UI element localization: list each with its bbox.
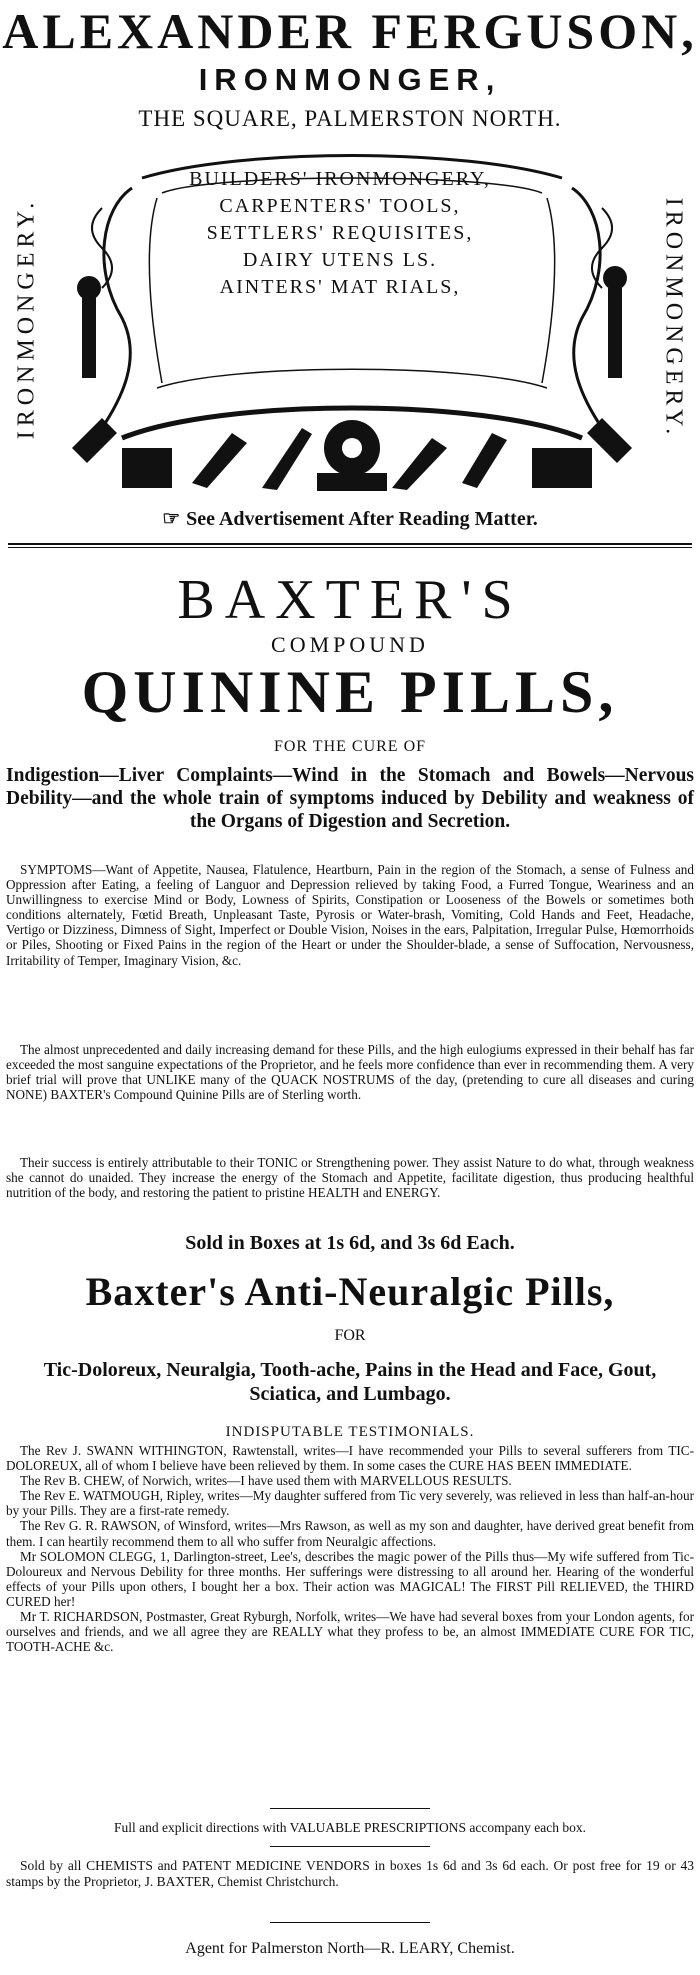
anti-neuralgic-title: Baxter's Anti-Neuralgic Pills, <box>85 1269 615 1314</box>
ferguson-line-4: DAIRY UTENS LS. <box>242 249 438 271</box>
conditions-list: Tic-Doloreux, Neuralgia, Tooth-ache, Pains in the Head and Face, Gout, Sciatica, and Lumbago. <box>43 1359 657 1405</box>
testimonials-heading: INDISPUTABLE TESTIMONIALS. <box>225 1424 475 1440</box>
side-label-right: IRONMONGERY. <box>660 197 687 439</box>
agent-line: Agent for Palmerston North—R. LEARY, Chemist. <box>185 1940 515 1957</box>
anti-neuralgic-for: FOR <box>334 1327 366 1344</box>
quinine-pills-title: QUININE PILLS, <box>81 659 619 725</box>
pointing-hand-icon: ☞ <box>162 508 181 530</box>
short-rule <box>270 1808 430 1809</box>
ferguson-line-3: SETTLERS' REQUISITES, <box>206 222 474 244</box>
success-paragraph: Their success is entirely attributable to their TONIC or Strengthening power. They assist Nature to do what, through weakness she cannot do unaided. They increase the energy of the Stomach and Appetite, facilitate digestion, thus producing healthful nutrition of the body, and restoring the patient to pristine HEALTH and ENERGY. <box>6 1155 694 1201</box>
symptoms-paragraph: SYMPTOMS—Want of Appetite, Nausea, Flatulence, Heartburn, Pain in the region of the Stomach, a sense of Fulness and Oppression after Eating, a feeling of Languor and Depression relieved by taking Food, a Furred Tongue, Weariness and an Unwillingness to exercise Mind or Body, Lowness of Spirits, Constipation or Looseness of the Bowels or sometimes both conditions alternately, Fœtid Breath, Unpleasant Taste, Pyrosis or Water-brash, Vomiting, Cold Hands and Feet, Headache, Vertigo or Dizziness, Dimness of Sight, Imperfect or Double Vision, Noises in the ears, Palpitation, Irregular Pulse, Hœmorrhoids or Piles, Shooting or Fixed Pains in the region of the Heart or under the Shoulder-blade, a sense of Suffocation, Nervousness, Irritability of Temper, Imaginary Vision, &c. <box>6 862 694 968</box>
demand-paragraph: The almost unprecedented and daily increasing demand for these Pills, and the high eulogiums expressed in their behalf has far exceeded the most sanguine expectations of the Proprietor, and he feels more confidence than ever in recommending them. A very brief trial will prove that UNLIKE many of the QUACK NOSTRUMS of the day, (pretending to cure all diseases and curing NONE) BAXTER's Compound Quinine Pills are of Sterling worth. <box>6 1042 694 1103</box>
short-rule <box>270 1846 430 1847</box>
baxter-name: BAXTER'S <box>177 569 523 631</box>
ferguson-advertisement <box>0 0 700 548</box>
side-label-left: IRONMONGERY. <box>13 197 40 439</box>
testimonial-2: The Rev B. CHEW, of Norwich, writes—I have used them with MARVELLOUS RESULTS. <box>20 1473 512 1489</box>
directions-note: Full and explicit directions with VALUABLE PRESCRIPTIONS accompany each box. <box>114 1820 586 1835</box>
testimonial-4: The Rev G. R. RAWSON, of Winsford, writes—Mrs Rawson, as well as my son and daughter, have derived great benefit from them. I can heartily recommend them to all who suffer from Neuralgic affections. <box>6 1518 694 1549</box>
ferguson-line-1: BUILDERS' IRONMONGERY, <box>189 168 491 190</box>
see-advertisement-note: ☞ See Advertisement After Reading Matter. <box>162 508 538 530</box>
short-rule <box>270 1922 430 1923</box>
compound-label: COMPOUND <box>271 632 429 657</box>
double-rule-divider <box>8 543 692 548</box>
testimonial-5: Mr SOLOMON CLEGG, 1, Darlington-street, Lee's, describes the magic power of the Pills thus—My wife suffered from Tic-Doloureux and Nervous Debility for three months. Her sufferings were distressing to all around her. Hearing of the wonderful effects of your Pills upon others, I bought her a box. Their action was MAGICAL! The FIRST Pill RELIEVED, the THIRD CURED her! <box>6 1548 694 1609</box>
testimonial-6: Mr T. RICHARDSON, Postmaster, Great Ryburgh, Norfolk, writes—We have had several boxes from your London agents, for ourselves and friends, and we all agree they are REALLY what they profess to be, an almost IMMEDIATE CURE FOR TIC, TOOTH-ACHE &c. <box>6 1609 694 1655</box>
sold-by-paragraph: Sold by all CHEMISTS and PATENT MEDICINE VENDORS in boxes 1s 6d and 3s 6d each. Or post free for 19 or 43 stamps by the Proprietor, J. BAXTER, Chemist Christchurch. <box>6 1858 694 1889</box>
ferguson-line-5: AINTERS' MAT RIALS, <box>219 276 461 298</box>
testimonial-1: The Rev J. SWANN WITHINGTON, Rawtenstall, writes—I have recommended your Pills to several sufferers from TIC-DOLOREUX, all of whom I believe have been relieved by them. In some cases the CURE HAS BEEN IMMEDIATE. <box>6 1443 694 1474</box>
ferguson-name: ALEXANDER FERGUSON, <box>2 3 698 59</box>
testimonial-3: The Rev E. WATMOUGH, Ripley, writes—My daughter suffered from Tic very severely, was relieved in less than half-an-hour by your Pills. They are a first-rate remedy. <box>6 1488 694 1519</box>
indications-text: Indigestion—Liver Complaints—Wind in the Stomach and Bowels—Nervous Debility—and the whole train of symptoms induced by Debility and weakness of the Organs of Digestion and Secretion. <box>6 765 694 832</box>
quinine-price: Sold in Boxes at 1s 6d, and 3s 6d Each. <box>185 1232 515 1254</box>
ferguson-trade: IRONMONGER, <box>198 62 502 97</box>
ferguson-line-2: CARPENTERS' TOOLS, <box>219 195 461 217</box>
for-the-cure-of: FOR THE CURE OF <box>273 738 427 755</box>
ferguson-address: THE SQUARE, PALMERSTON NORTH. <box>138 106 562 131</box>
testimonials <box>6 1443 694 1654</box>
